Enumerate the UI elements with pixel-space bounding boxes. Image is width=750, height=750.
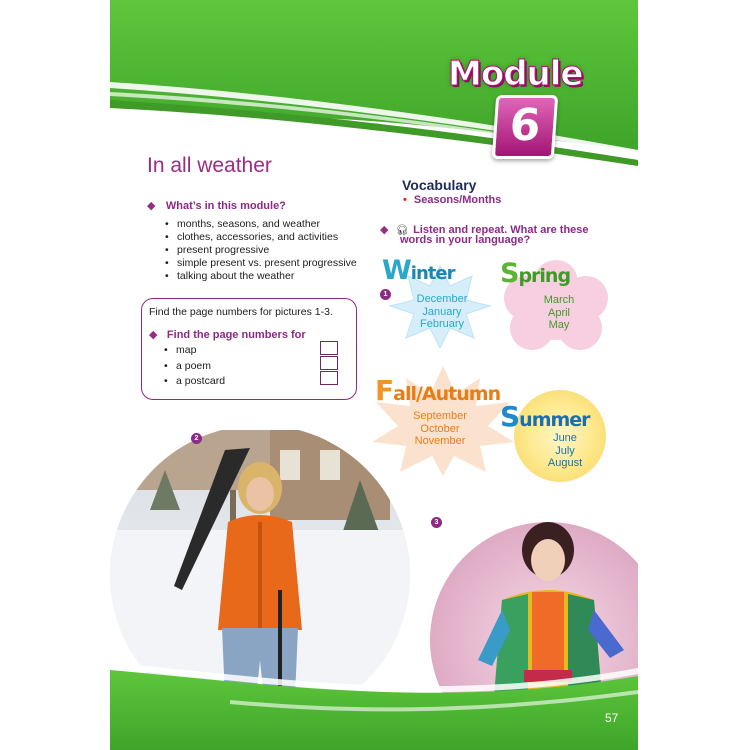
listen-instruction-line2: words in your language? <box>400 234 531 246</box>
vocabulary-subtitle: • Seasons/Months <box>403 194 502 206</box>
month: July <box>555 444 575 457</box>
bullet-icon: • <box>403 194 407 206</box>
find-page-box <box>141 298 357 400</box>
season-summer: Summer <box>500 400 590 433</box>
month: March <box>543 294 575 306</box>
month: February <box>419 318 465 330</box>
season-spring: Spring <box>500 258 571 289</box>
page-title: In all weather <box>147 154 272 177</box>
module-word: Module <box>448 54 583 94</box>
summer-months <box>515 432 615 470</box>
whats-in-heading: What’s in this module? <box>165 200 286 212</box>
month: April <box>547 306 570 319</box>
page-number: 57 <box>605 711 619 725</box>
list-item: • clothes, accessories, and activities <box>165 231 357 244</box>
month: October <box>420 422 460 435</box>
diamond-icon: ◆ <box>147 200 156 212</box>
find-list <box>164 343 225 390</box>
month: January <box>422 305 462 318</box>
month: June <box>553 432 577 444</box>
list-item: • a poem <box>164 359 225 375</box>
badge-3: 3 <box>431 517 442 528</box>
list-item: • a postcard <box>164 374 225 390</box>
badge-2: 2 <box>191 433 202 444</box>
list-item: • present progressive <box>165 244 357 257</box>
find-instruction: Find the page numbers for pictures 1-3. <box>149 306 333 318</box>
listen-instruction: ◆ 🎧︎ Listen and repeat. What are these <box>380 224 589 236</box>
answer-box[interactable] <box>320 356 338 370</box>
list-item: • months, seasons, and weather <box>165 218 357 231</box>
month: November <box>414 435 466 447</box>
winter-months <box>392 293 492 331</box>
month: September <box>413 410 467 422</box>
season-winter: Winter <box>382 255 455 286</box>
badge-1: 1 <box>380 289 391 300</box>
list-item: • simple present vs. present progressive <box>165 257 357 270</box>
module-number: 6 <box>492 95 558 159</box>
list-item: • talking about the weather <box>165 270 357 283</box>
headphones-icon: 🎧︎ <box>395 225 409 236</box>
season-fall: Fall/Autumn <box>375 374 501 407</box>
whats-in-list <box>165 218 357 283</box>
month: August <box>547 457 583 469</box>
vocabulary-title: Vocabulary <box>402 177 477 193</box>
month: December <box>416 293 468 305</box>
footer-banner <box>110 640 638 750</box>
list-item: • map <box>164 343 225 359</box>
diamond-icon: ◆ <box>380 224 389 236</box>
diamond-icon: ◆ <box>149 329 158 341</box>
answer-box[interactable] <box>320 341 338 355</box>
answer-box[interactable] <box>320 371 338 385</box>
textbook-page <box>110 0 638 750</box>
find-heading: Find the page numbers for <box>166 329 306 341</box>
month: May <box>548 319 570 331</box>
whats-in-section <box>147 196 357 283</box>
spring-months <box>509 294 609 332</box>
